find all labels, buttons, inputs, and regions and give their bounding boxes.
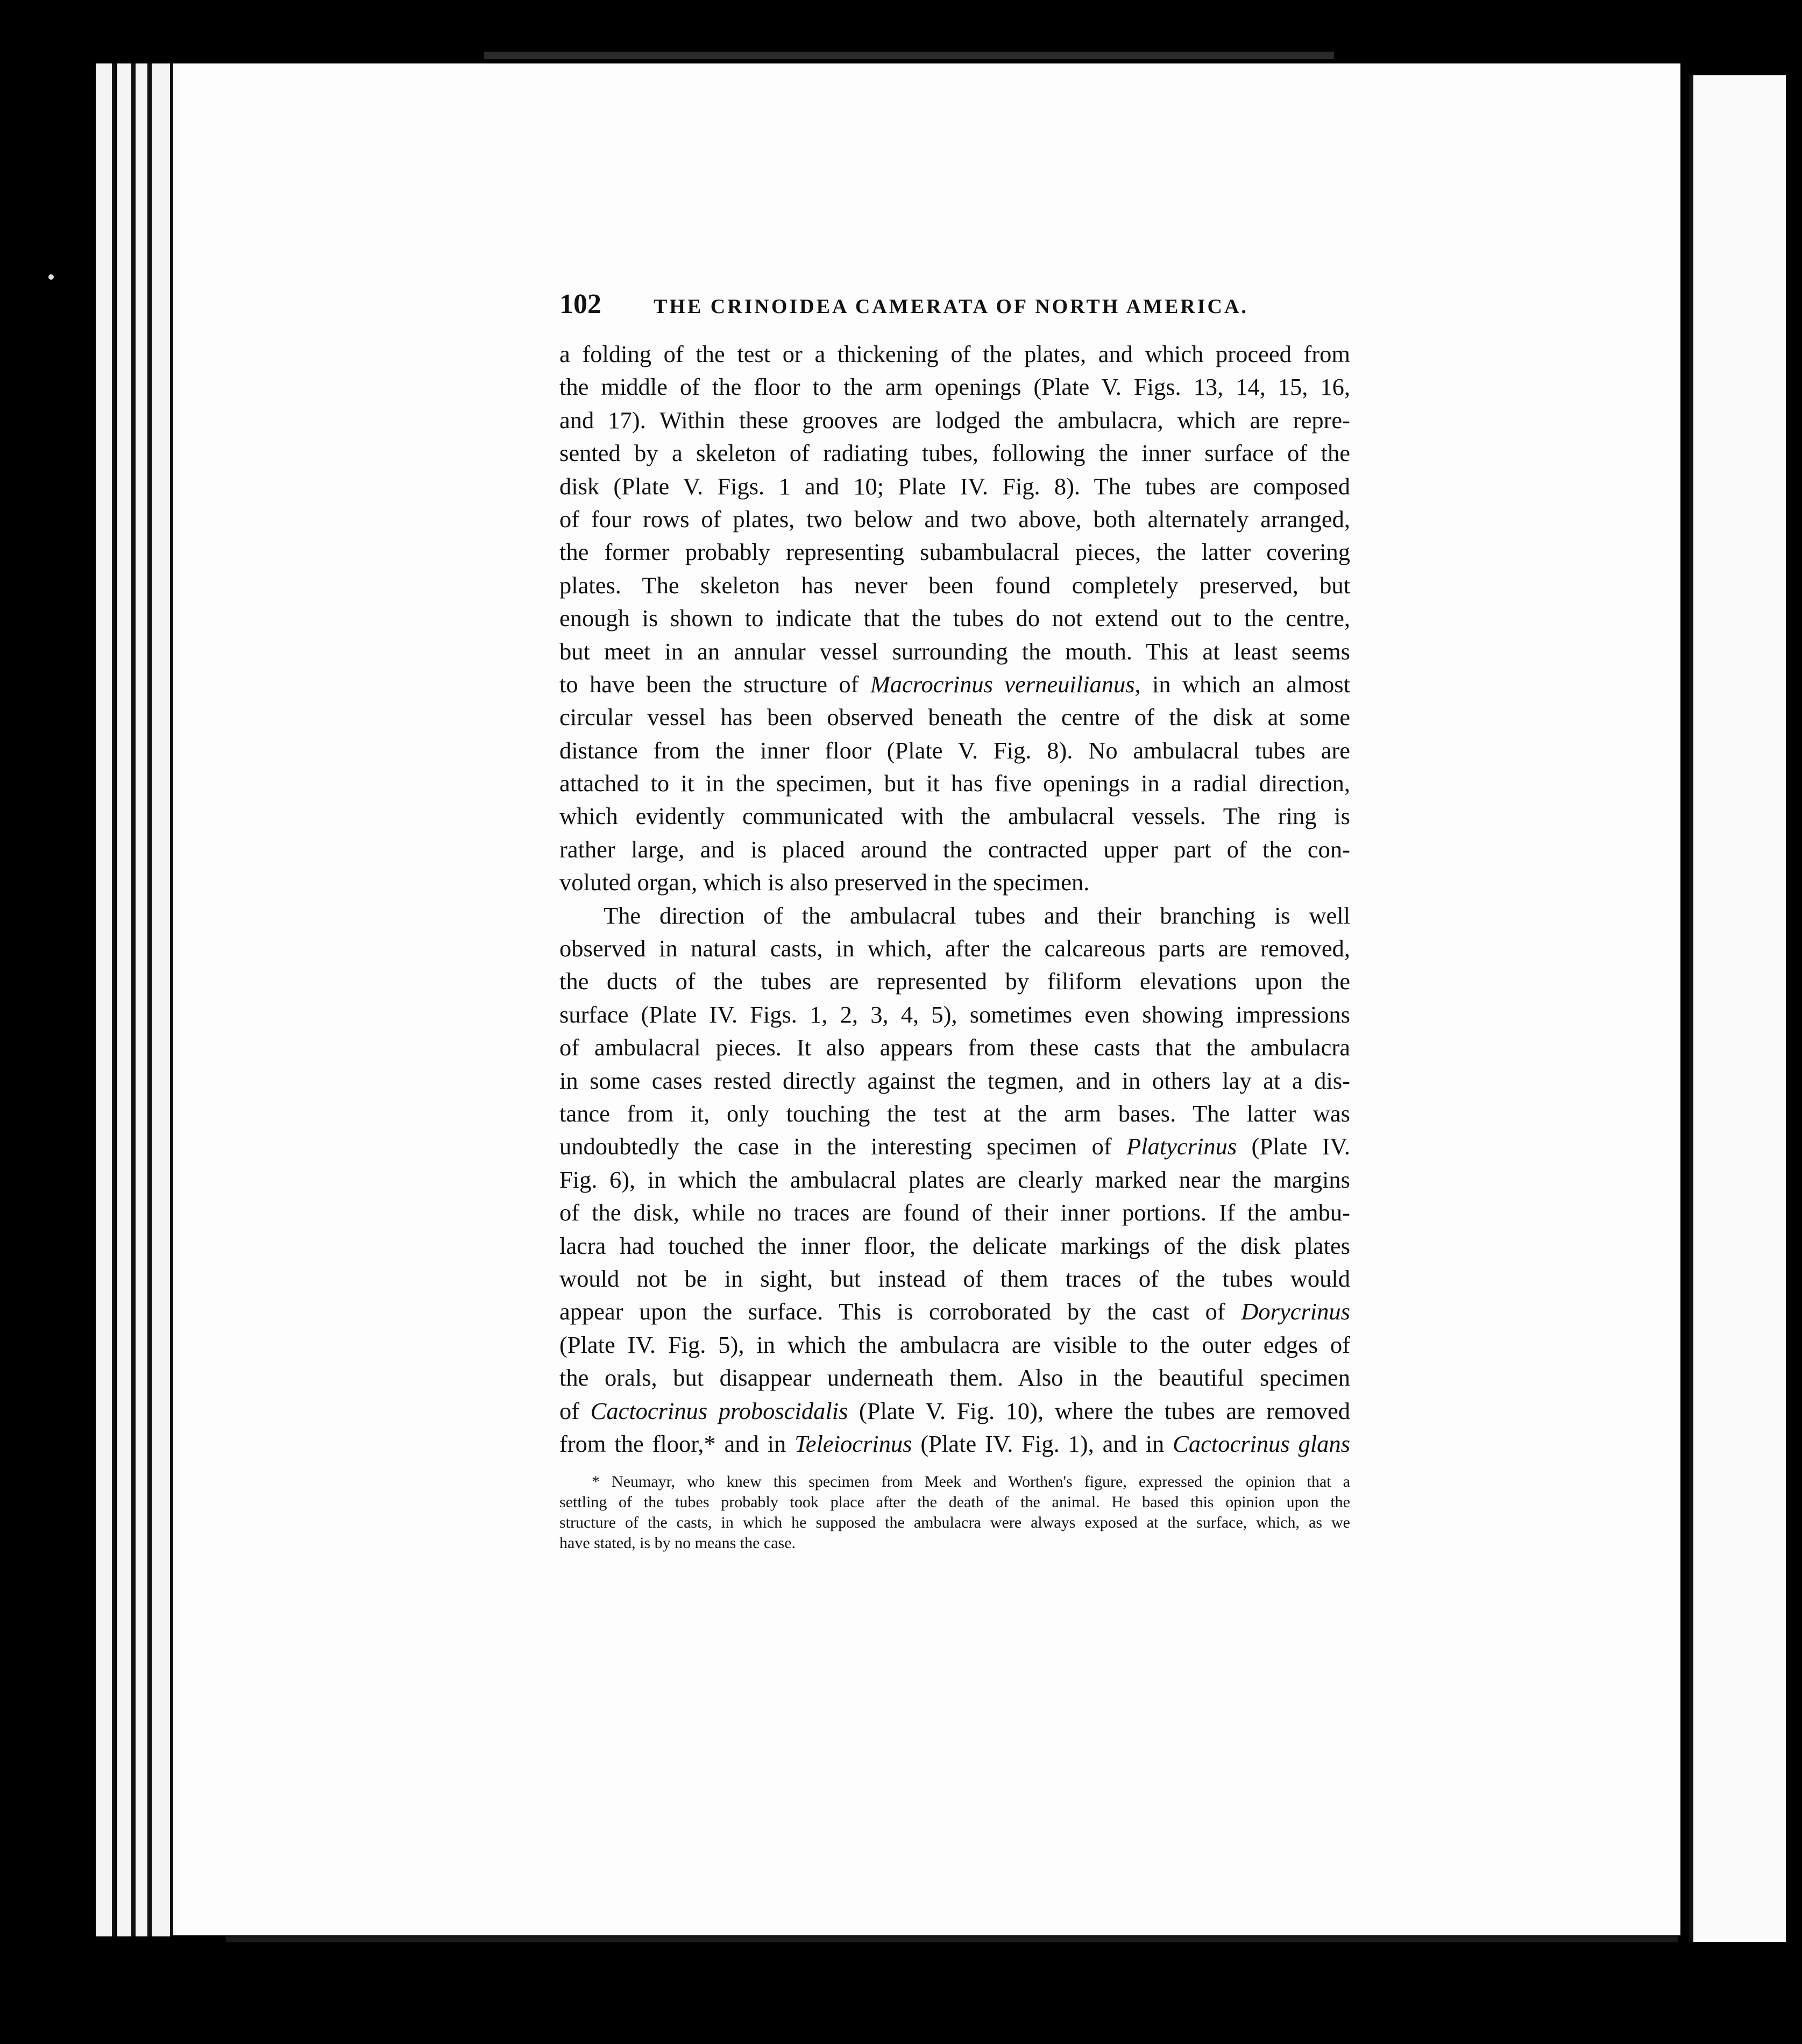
text-line: plates. The skeleton has never been found completely preserved, but <box>559 571 1350 599</box>
facing-page-edge <box>1689 75 1786 1942</box>
body-text <box>559 338 1350 1460</box>
page-number: 102 <box>559 289 601 320</box>
text-line: in some cases rested directly against the tegmen, and in others lay at a dis- <box>559 1067 1350 1094</box>
page-edge <box>152 63 170 1936</box>
text-line: which evidently communicated with the ambulacral vessels. The ring is <box>559 803 1350 830</box>
text-line: attached to it in the specimen, but it has five openings in a radial direction, <box>559 770 1350 797</box>
text-line: but meet in an annular vessel surrounding the mouth. This at least seems <box>559 637 1350 665</box>
text-line: of Cactocrinus proboscidalis (Plate V. Fig. 10), where the tubes are removed <box>559 1397 1350 1424</box>
text-line: and 17). Within these grooves are lodged the ambulacra, which are repre- <box>559 406 1350 434</box>
text-line: disk (Plate V. Figs. 1 and 10; Plate IV. Fig. 8). The tubes are composed <box>559 472 1350 500</box>
text-line: the ducts of the tubes are represented by filiform elevations upon the <box>559 968 1350 995</box>
text-line: sented by a skeleton of radiating tubes, following the inner surface of the <box>559 439 1350 467</box>
footnote-line: settling of the tubes probably took place after the death of the animal. He based this opinion upon the <box>559 1493 1350 1511</box>
footnote-line: * Neumayr, who knew this specimen from Meek and Worthen's figure, expressed the opinion that a <box>592 1473 1350 1491</box>
text-line: enough is shown to indicate that the tubes do not extend out to the centre, <box>559 605 1350 632</box>
text-line: surface (Plate IV. Figs. 1, 2, 3, 4, 5), sometimes even showing impressions <box>559 1000 1350 1028</box>
text-line: the middle of the floor to the arm openings (Plate V. Figs. 13, 14, 15, 16, <box>559 373 1350 401</box>
footnote-line: structure of the casts, in which he supposed the ambulacra were always exposed at the surface, which, as we <box>559 1514 1350 1531</box>
page-edge-shadow <box>112 63 115 1936</box>
text-line: a folding of the test or a thickening of the plates, and which proceed from <box>559 340 1350 367</box>
text-line: tance from it, only touching the test at the arm bases. The latter was <box>559 1099 1350 1127</box>
text-line: would not be in sight, but instead of them traces of the tubes would <box>559 1265 1350 1292</box>
page-edge <box>117 63 131 1936</box>
text-line: circular vessel has been observed beneath the centre of the disk at some <box>559 704 1350 731</box>
scan-speck <box>48 274 54 280</box>
page-edge <box>136 63 147 1936</box>
text-line: undoubtedly the case in the interesting specimen of Platycrinus (Plate IV. <box>559 1133 1350 1160</box>
text-line: Fig. 6), in which the ambulacral plates are clearly marked near the margins <box>559 1166 1350 1193</box>
text-line: of four rows of plates, two below and two above, both alternately arranged, <box>559 505 1350 533</box>
page-edge <box>96 63 112 1936</box>
text-line: from the floor,* and in Teleiocrinus (Plate IV. Fig. 1), and in Cactocrinus glans <box>559 1430 1350 1457</box>
text-line: to have been the structure of Macrocrinus verneuilianus, in which an almost <box>559 670 1350 698</box>
text-line: (Plate IV. Fig. 5), in which the ambulacra are visible to the outer edges of <box>559 1331 1350 1358</box>
text-line: the orals, but disappear underneath them. Also in the beautiful specimen <box>559 1364 1350 1392</box>
page-edge-shadow <box>147 63 151 1936</box>
running-title: THE CRINOIDEA CAMERATA OF NORTH AMERICA. <box>654 295 1248 318</box>
facing-page-gutter <box>1689 75 1693 1942</box>
footnote-line: have stated, is by no means the case. <box>559 1534 796 1552</box>
text-line: the former probably representing subambulacral pieces, the latter covering <box>559 538 1350 566</box>
text-line: of the disk, while no traces are found of their inner portions. If the ambu- <box>559 1199 1350 1226</box>
text-line: The direction of the ambulacral tubes and their branching is well <box>604 902 1350 929</box>
page-edge-shadow <box>131 63 134 1936</box>
text-line: of ambulacral pieces. It also appears from these casts that the ambulacra <box>559 1034 1350 1061</box>
text-line: rather large, and is placed around the contracted upper part of the con- <box>559 835 1350 863</box>
scan-bottom-edge <box>226 1936 1678 1942</box>
text-line: voluted organ, which is also preserved in the specimen. <box>559 869 1090 896</box>
footnote <box>559 1472 1350 1553</box>
text-line: distance from the inner floor (Plate V. Fig. 8). No ambulacral tubes are <box>559 736 1350 764</box>
text-line: lacra had touched the inner floor, the delicate markings of the disk plates <box>559 1232 1350 1259</box>
text-line: observed in natural casts, in which, after the calcareous parts are removed, <box>559 935 1350 962</box>
running-head <box>559 288 1350 320</box>
text-line: appear upon the surface. This is corroborated by the cast of Dorycrinus <box>559 1298 1350 1325</box>
scan-top-edge <box>484 52 1334 59</box>
